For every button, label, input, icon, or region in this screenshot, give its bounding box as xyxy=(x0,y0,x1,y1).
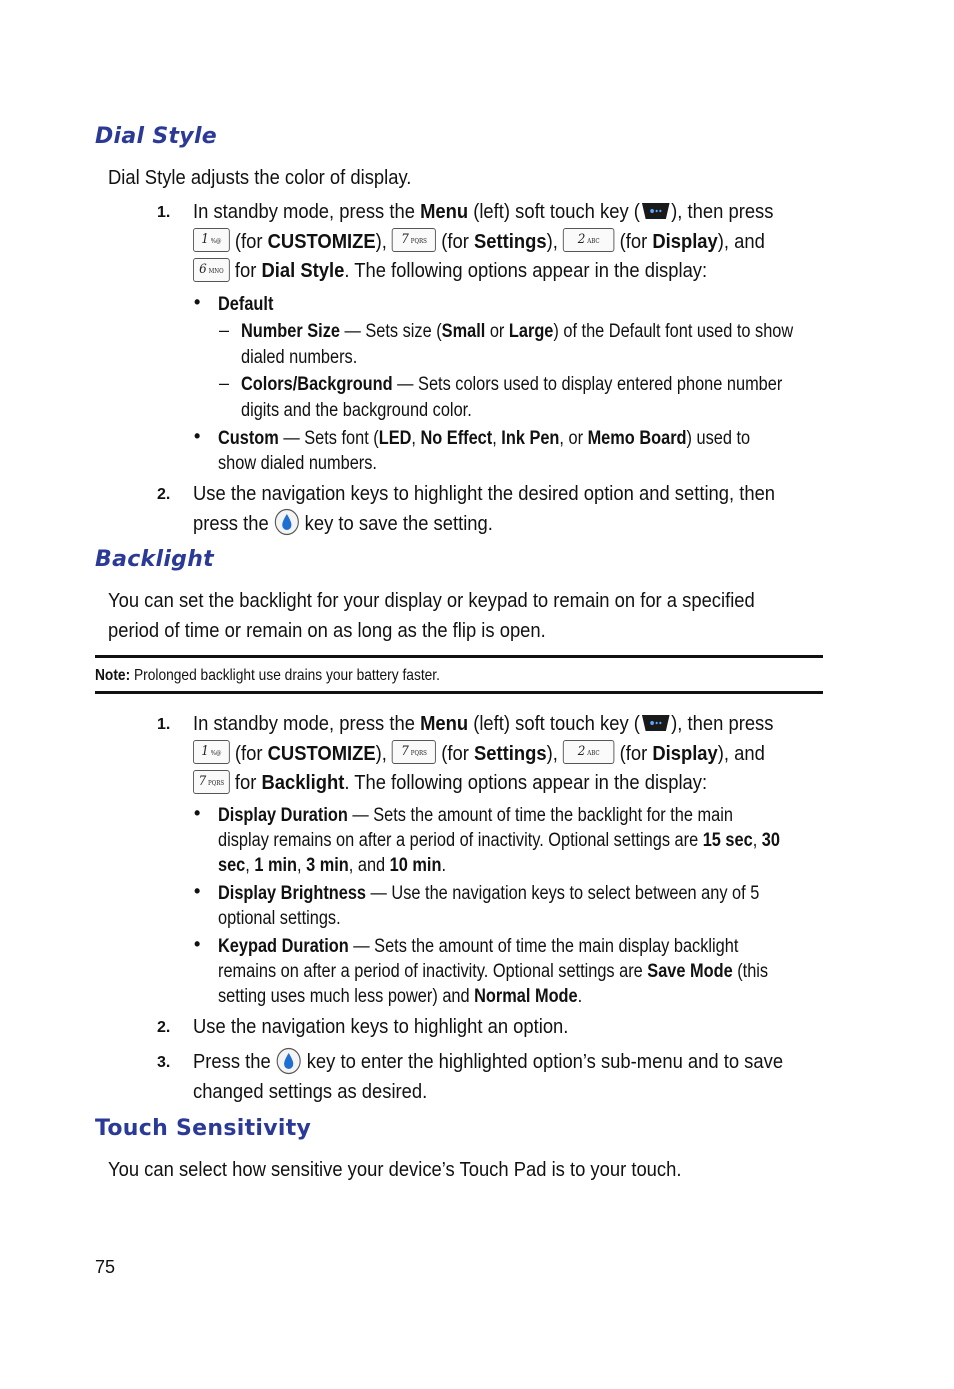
sub-colors-background: Colors/Background — Sets colors used to display entered phone number digits and the background color. xyxy=(241,374,783,421)
heading-touch-sensitivity: Touch Sensitivity xyxy=(95,1116,312,1141)
note: Note: Prolonged backlight use drains your battery faster. xyxy=(95,667,440,684)
dial-style-step1: In standby mode, press the Menu (left) soft touch key ( ), then press 1 %@ (for CUSTOMIZE), 7 PQRS (for Settings), 2 ABC (for Display), and 6 MNO for Dial Style. The following options appear in the display: xyxy=(193,201,774,282)
dial-style-intro: Dial Style adjusts the color of display. xyxy=(108,167,412,189)
bullet-keypad-duration: Keypad Duration — Sets the amount of time the main display backlight remains on after a period of inactivity. Optional settings are Save Mode (this setting uses much less power) and Normal Mode. xyxy=(218,936,769,1007)
step-number: 2. xyxy=(157,486,171,503)
sub-number-size: Number Size — Sets size (Small or Large) of the Default font used to show dialed numbers. xyxy=(241,321,794,368)
bullet-icon: • xyxy=(194,934,201,954)
step-number: 1. xyxy=(157,204,171,221)
dial-style-step2: Use the navigation keys to highlight the desired option and setting, then press the key to save the setting. xyxy=(193,483,776,535)
page-number: 75 xyxy=(95,1257,116,1277)
dash-icon: – xyxy=(219,320,230,340)
backlight-intro: You can set the backlight for your display or keypad to remain on for a specified period of time or remain on as long as the flip is open. xyxy=(108,590,755,642)
bullet-icon: • xyxy=(194,803,201,823)
bullet-icon: • xyxy=(194,881,201,901)
heading-backlight: Backlight xyxy=(95,547,214,572)
touch-sensitivity-intro: You can select how sensitive your device’s Touch Pad is to your touch. xyxy=(108,1159,682,1181)
key-7-icon: 7 PQRS xyxy=(392,228,436,252)
key-1-icon: 1 %@ xyxy=(193,740,230,764)
bullet-default: Default xyxy=(218,294,274,315)
ok-key-icon xyxy=(274,508,300,536)
backlight-step3: Press the key to enter the highlighted option’s sub-menu and to save changed settings as desired. xyxy=(193,1048,819,1107)
note-bottom-rule xyxy=(95,691,823,694)
step-number: 2. xyxy=(157,1019,171,1036)
left-soft-key-icon xyxy=(640,713,671,733)
dash-icon: – xyxy=(219,373,230,393)
step-number: 3. xyxy=(157,1054,171,1071)
ok-key-icon xyxy=(276,1047,302,1075)
bullet-display-brightness: Display Brightness — Use the navigation keys to select between any of 5 optional settings. xyxy=(218,883,760,929)
bullet-custom: Custom — Sets font (LED, No Effect, Ink Pen, or Memo Board) used to show dialed numbers. xyxy=(218,428,751,474)
bullet-icon: • xyxy=(194,426,201,446)
key-2-icon: 2 ABC xyxy=(563,228,615,252)
key-6-icon: 6 MNO xyxy=(193,258,230,282)
heading-dial-style: Dial Style xyxy=(95,124,218,149)
note-top-rule xyxy=(95,655,823,658)
key-7-icon: 7 PQRS xyxy=(392,740,436,764)
key-2-icon: 2 ABC xyxy=(563,740,615,764)
key-7-icon: 7 PQRS xyxy=(193,770,230,794)
bullet-icon: • xyxy=(194,292,201,312)
key-1-icon: 1 %@ xyxy=(193,228,230,252)
bullet-display-duration: Display Duration — Sets the amount of time the backlight for the main display remains on after a period of inactivity. Optional settings are 15 sec, 30 sec, 1 min, 3 min, and 10 min. xyxy=(218,805,780,876)
left-soft-key-icon xyxy=(640,201,671,221)
step-number: 1. xyxy=(157,716,171,733)
backlight-step1: In standby mode, press the Menu (left) soft touch key ( ), then press 1 %@ (for CUSTOMIZE), 7 PQRS (for Settings), 2 ABC (for Display), and 7 PQRS for Backlight. The following options appear in the display: xyxy=(193,713,774,794)
backlight-step2: Use the navigation keys to highlight an option. xyxy=(193,1016,569,1038)
